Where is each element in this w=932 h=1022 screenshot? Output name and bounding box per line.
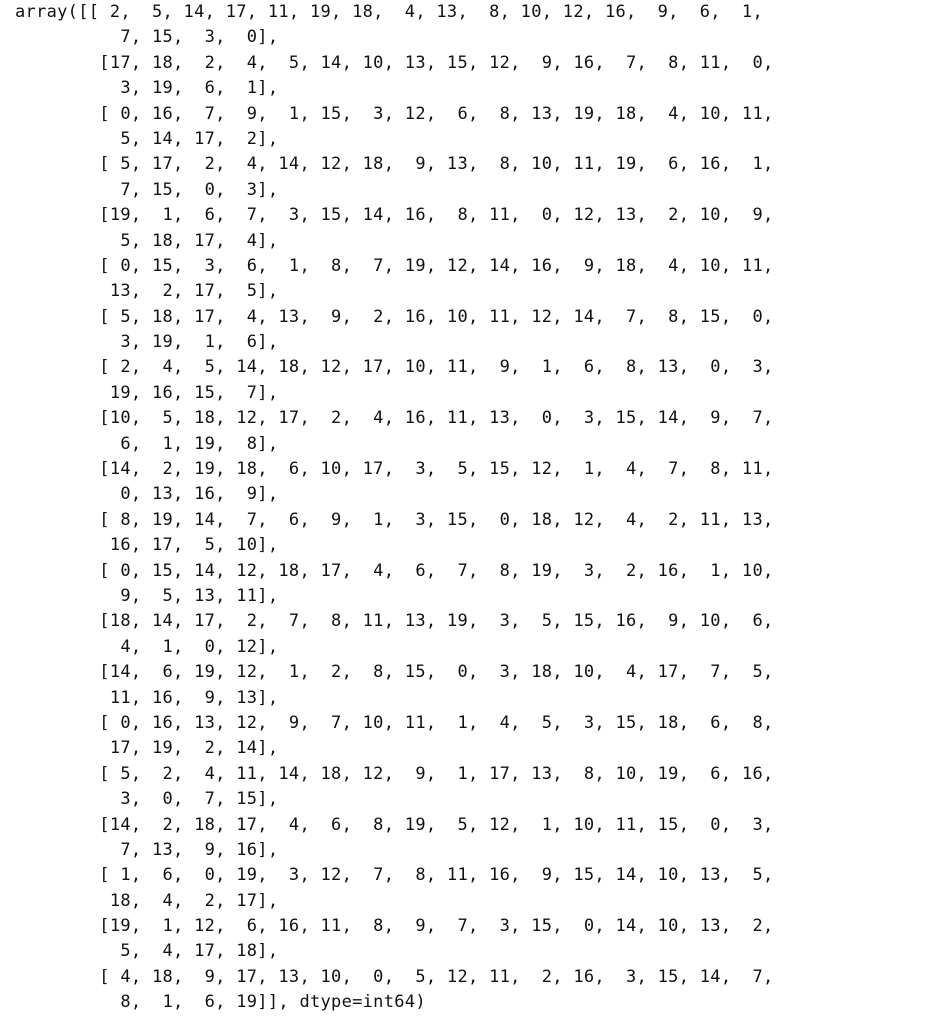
output-line: [14, 2, 19, 18, 6, 10, 17, 3, 5, 15, 12, 1, 4, 7, 8, 11, <box>15 459 774 480</box>
output-line: 7, 15, 3, 0], <box>15 27 279 48</box>
output-line: 18, 4, 2, 17], <box>15 890 279 911</box>
output-line: 4, 1, 0, 12], <box>15 636 279 657</box>
output-line: [ 0, 16, 7, 9, 1, 15, 3, 12, 6, 8, 13, 19, 18, 4, 10, 11, <box>15 103 774 124</box>
output-line: [ 8, 19, 14, 7, 6, 9, 1, 3, 15, 0, 18, 12, 4, 2, 11, 13, <box>15 509 774 530</box>
output-line: 19, 16, 15, 7], <box>15 382 279 403</box>
output-line: [17, 18, 2, 4, 5, 14, 10, 13, 15, 12, 9, 16, 7, 8, 11, 0, <box>15 52 774 73</box>
output-line: 6, 1, 19, 8], <box>15 433 279 454</box>
output-line: [10, 5, 18, 12, 17, 2, 4, 16, 11, 13, 0, 3, 15, 14, 9, 7, <box>15 408 774 429</box>
output-line: 3, 19, 1, 6], <box>15 332 279 353</box>
output-line: 5, 18, 17, 4], <box>15 230 279 251</box>
output-line: [ 1, 6, 0, 19, 3, 12, 7, 8, 11, 16, 9, 15, 14, 10, 13, 5, <box>15 865 774 886</box>
output-line: [ 2, 4, 5, 14, 18, 12, 17, 10, 11, 9, 1, 6, 8, 13, 0, 3, <box>15 357 774 378</box>
output-line: 8, 1, 6, 19]], dtype=int64) <box>15 992 426 1013</box>
output-line: [ 5, 17, 2, 4, 14, 12, 18, 9, 13, 8, 10, 11, 19, 6, 16, 1, <box>15 154 774 175</box>
output-line: [18, 14, 17, 2, 7, 8, 11, 13, 19, 3, 5, 15, 16, 9, 10, 6, <box>15 611 774 632</box>
output-line: 5, 4, 17, 18], <box>15 941 279 962</box>
output-line: 0, 13, 16, 9], <box>15 484 279 505</box>
output-line: array([[ 2, 5, 14, 17, 11, 19, 18, 4, 13, 8, 10, 12, 16, 9, 6, 1, <box>15 2 763 22</box>
output-line: [19, 1, 12, 6, 16, 11, 8, 9, 7, 3, 15, 0, 14, 10, 13, 2, <box>15 916 774 937</box>
output-line: [ 5, 18, 17, 4, 13, 9, 2, 16, 10, 11, 12, 14, 7, 8, 15, 0, <box>15 306 774 327</box>
output-line: [19, 1, 6, 7, 3, 15, 14, 16, 8, 11, 0, 12, 13, 2, 10, 9, <box>15 205 774 226</box>
output-line: [ 0, 16, 13, 12, 9, 7, 10, 11, 1, 4, 5, 3, 15, 18, 6, 8, <box>15 712 774 733</box>
output-line: 16, 17, 5, 10], <box>15 535 279 556</box>
output-line: 11, 16, 9, 13], <box>15 687 279 708</box>
output-line: [ 0, 15, 3, 6, 1, 8, 7, 19, 12, 14, 16, 9, 18, 4, 10, 11, <box>15 255 774 276</box>
output-line: 3, 0, 7, 15], <box>15 789 279 810</box>
output-line: 5, 14, 17, 2], <box>15 128 279 149</box>
output-line: [ 5, 2, 4, 11, 14, 18, 12, 9, 1, 17, 13, 8, 10, 19, 6, 16, <box>15 763 774 784</box>
output-line: 9, 5, 13, 11], <box>15 585 279 606</box>
output-line: [14, 6, 19, 12, 1, 2, 8, 15, 0, 3, 18, 10, 4, 17, 7, 5, <box>15 662 774 683</box>
output-line: 7, 15, 0, 3], <box>15 179 279 200</box>
output-line: 3, 19, 6, 1], <box>15 78 279 99</box>
output-line: [ 0, 15, 14, 12, 18, 17, 4, 6, 7, 8, 19, 3, 2, 16, 1, 10, <box>15 560 774 581</box>
array-output <box>15 0 774 1016</box>
output-line: 7, 13, 9, 16], <box>15 839 279 860</box>
output-line: [ 4, 18, 9, 17, 13, 10, 0, 5, 12, 11, 2, 16, 3, 15, 14, 7, <box>15 966 774 987</box>
output-line: [14, 2, 18, 17, 4, 6, 8, 19, 5, 12, 1, 10, 11, 15, 0, 3, <box>15 814 774 835</box>
output-line: 13, 2, 17, 5], <box>15 281 279 302</box>
output-line: 17, 19, 2, 14], <box>15 738 279 759</box>
